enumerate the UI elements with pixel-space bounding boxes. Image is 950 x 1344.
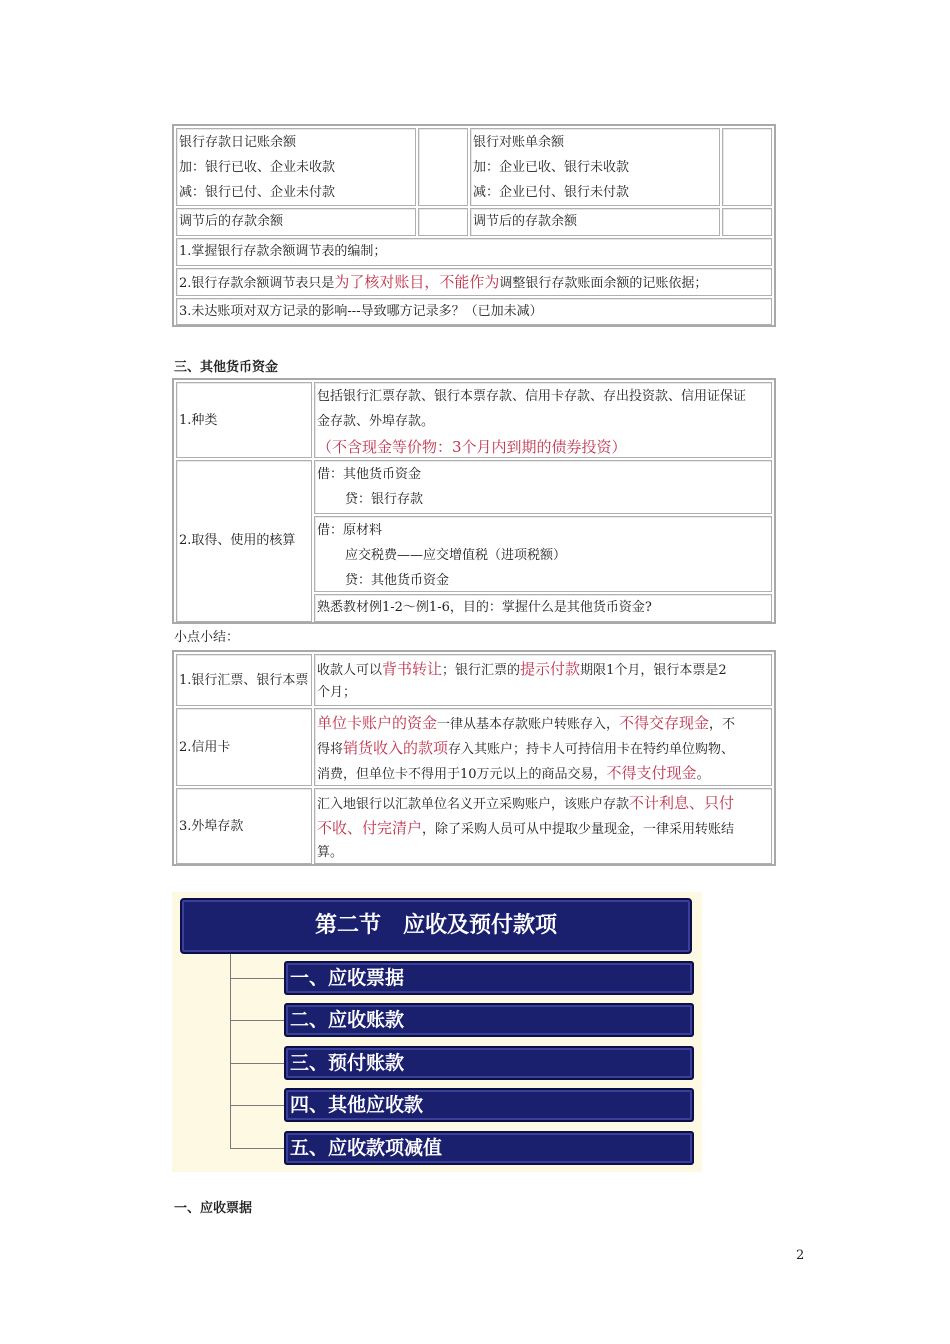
note-1: 1.掌握银行存款余额调节表的编制；: [179, 244, 387, 259]
kind-line: 包括银行汇票存款、银行本票存款、信用卡存款、存出投资款、信用证保证: [317, 389, 747, 404]
remote-line: 算。: [317, 845, 344, 860]
remote-label: 3.外埠存款: [179, 819, 244, 834]
diagram-item: 一、应收票据: [284, 961, 694, 995]
page-number: 2: [796, 1248, 805, 1263]
kind-label-cell: [176, 382, 312, 458]
entry-line: 借：其他货币资金: [317, 467, 422, 482]
remote-text: ，除了采购人员可从中提取少量现金，一律采用转账结: [422, 822, 735, 837]
card-highlight: 销货收入的款项: [343, 739, 449, 757]
remote-highlight: 不计利息、只付: [629, 794, 735, 812]
kind-content-cell: [314, 382, 772, 458]
empty-cell: [418, 128, 468, 206]
bank-book-line: 减：银行已付、企业未付款: [179, 185, 336, 200]
card-text: ，不: [709, 717, 736, 732]
note-2: [179, 270, 707, 296]
bank-statement-cell: [470, 128, 720, 206]
note-2-text: 2.银行存款余额调节表只是: [179, 276, 335, 291]
draft-highlight: 背书转让: [382, 660, 443, 678]
diagram-item: 五、应收款项减值: [284, 1131, 694, 1165]
adjusted-left: 调节后的存款余额: [179, 214, 284, 229]
card-highlight: 单位卡账户的资金: [317, 714, 438, 732]
draft-line: [317, 657, 727, 683]
entry-cell: [314, 594, 772, 622]
tree-connector: [230, 1148, 284, 1149]
tree-connector: [230, 978, 284, 979]
summary-table: [172, 650, 776, 866]
adjusted-right: 调节后的存款余额: [473, 214, 578, 229]
card-line: [317, 711, 735, 737]
section-heading: 一、应收票据: [174, 1201, 253, 1216]
tree-connector: [230, 1020, 284, 1021]
note-3: 3.未达账项对双方记录的影响---导致哪方记录多？（已加未减）: [179, 304, 543, 319]
draft-content-cell: [314, 654, 772, 706]
card-line: [317, 736, 734, 762]
empty-cell: [722, 208, 772, 236]
card-text: 得将: [317, 742, 344, 757]
bank-statement-line: 减：企业已付、银行未付款: [473, 185, 630, 200]
kind-line: 金存款、外埠存款。: [317, 414, 435, 429]
diagram-title: 第二节 应收及预付款项: [180, 898, 692, 954]
tree-connector: [230, 1105, 284, 1106]
entry-line: 熟悉教材例1-2～例1-6，目的：掌握什么是其他货币资金?: [317, 600, 652, 615]
card-text: 。: [696, 767, 710, 782]
accounting-label: 2.取得、使用的核算: [179, 533, 296, 548]
entry-line: 借：原材料: [317, 523, 383, 538]
empty-cell: [722, 128, 772, 206]
empty-cell: [418, 208, 468, 236]
bank-book-cell: [176, 128, 416, 206]
draft-text: ；银行汇票的: [442, 663, 521, 678]
draft-label: 1.银行汇票、银行本票: [179, 673, 309, 688]
draft-text: 期限1个月，银行本票是2: [580, 663, 727, 678]
diagram-item: 三、预付账款: [284, 1046, 694, 1080]
card-text: 消费，但单位卡不得用于10万元以上的商品交易，: [317, 767, 607, 782]
diagram-item: 四、其他应收款: [284, 1088, 694, 1122]
reconciliation-table: [172, 124, 776, 327]
kind-label: 1.种类: [179, 413, 218, 428]
tree-connector: [230, 1063, 284, 1064]
draft-label-cell: [176, 654, 312, 706]
card-line: [317, 761, 710, 787]
draft-text: 收款人可以: [317, 663, 383, 678]
card-content-cell: [314, 708, 772, 786]
entry-cell: [314, 516, 772, 592]
entry-cell: [314, 460, 772, 514]
card-label-cell: [176, 708, 312, 786]
card-highlight: 不得交存现金: [619, 714, 710, 732]
draft-highlight: 提示付款: [520, 660, 581, 678]
adjusted-left-cell: [176, 208, 416, 236]
note-row: [176, 268, 772, 296]
remote-label-cell: [176, 788, 312, 864]
card-text: 存入其账户；持卡人可持信用卡在特约单位购物、: [448, 742, 735, 757]
other-funds-table: [172, 378, 776, 624]
remote-line: [317, 816, 734, 842]
accounting-label-cell: [176, 460, 312, 622]
bank-book-line: 加：银行已收、企业未收款: [179, 160, 336, 175]
bank-statement-line: 加：企业已收、银行未收款: [473, 160, 630, 175]
adjusted-right-cell: [470, 208, 720, 236]
bank-book-line: 银行存款日记账余额: [179, 135, 297, 150]
entry-line: 应交税费——应交增值税（进项税额）: [345, 548, 567, 563]
section-outline-diagram: [172, 892, 702, 1172]
card-text: 一律从基本存款账户转账存入，: [437, 717, 620, 732]
entry-line: 贷：其他货币资金: [345, 573, 450, 588]
summary-label: 小点小结：: [174, 630, 240, 645]
tree-connector: [230, 954, 231, 1148]
note-2-text: 调整银行存款账面余额的记账依据；: [499, 276, 708, 291]
remote-line: [317, 791, 734, 817]
note-row: [176, 238, 772, 266]
remote-highlight: 不收、付完清户: [317, 819, 423, 837]
remote-text: 汇入地银行以汇款单位名义开立采购账户，该账户存款: [317, 797, 630, 812]
bank-statement-line: 银行对账单余额: [473, 135, 565, 150]
card-label: 2.信用卡: [179, 740, 231, 755]
card-highlight: 不得支付现金: [606, 764, 697, 782]
entry-line: 贷：银行存款: [345, 492, 424, 507]
kind-note: （不含现金等价物：3个月内到期的债券投资）: [317, 438, 627, 456]
section-heading: 三、其他货币资金: [174, 360, 279, 375]
remote-content-cell: [314, 788, 772, 864]
note-2-highlight: 为了核对账目，不能作为: [334, 273, 500, 291]
note-row: [176, 298, 772, 325]
diagram-item: 二、应收账款: [284, 1003, 694, 1037]
draft-line: 个月；: [317, 685, 357, 700]
